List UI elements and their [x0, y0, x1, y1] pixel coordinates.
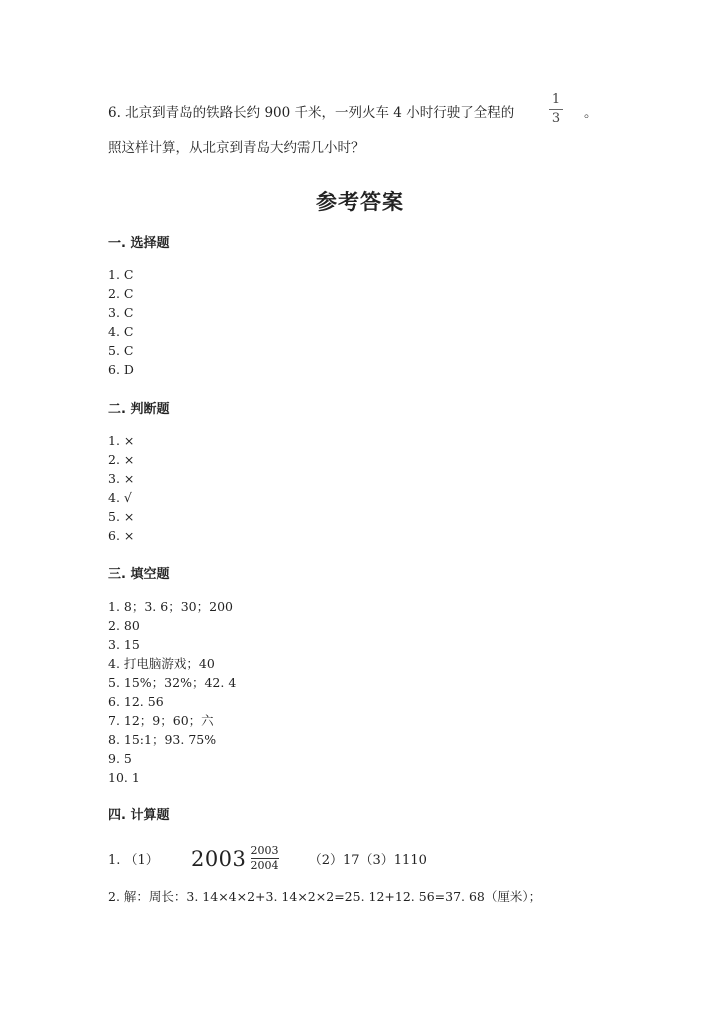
- list-item: 10. 1: [108, 770, 140, 785]
- list-item: 1. 8；3. 6；30；200: [108, 599, 233, 614]
- section-heading-choice: 一. 选择题: [108, 236, 170, 251]
- list-item: 2. ×: [108, 452, 135, 467]
- fraction-numerator: 1: [551, 92, 561, 107]
- fraction-one-third: [549, 93, 563, 126]
- list-item: 5. ×: [108, 509, 135, 524]
- judge-answer-list: [108, 431, 134, 545]
- list-item: 6. D: [108, 362, 134, 377]
- list-item: 6. 12. 56: [108, 694, 164, 709]
- section-heading-judge: 二. 判断题: [108, 402, 170, 417]
- choice-answer-list: [108, 265, 134, 379]
- list-item: 1. C: [108, 267, 134, 282]
- question-6-line-1: 6. 北京到青岛的铁路长约 900 千米，一列火车 4 小时行驶了全程的: [108, 105, 515, 121]
- list-item: 3. 15: [108, 637, 140, 652]
- fraction-denominator: 3: [551, 111, 561, 126]
- list-item: 9. 5: [108, 751, 132, 766]
- mixed-number-whole: 2003: [190, 846, 247, 871]
- list-item: 5. 15%；32%；42. 4: [108, 675, 237, 690]
- list-item: 5. C: [108, 343, 134, 358]
- calc-answer-1-suffix: （2）17（3）1110: [308, 853, 427, 868]
- list-item: 6. ×: [108, 528, 135, 543]
- section-heading-calc: 四. 计算题: [108, 808, 170, 823]
- calc-answer-2: 2. 解：周长：3. 14×4×2+3. 14×2×2=25. 12+12. 56=37. 68（厘米）；: [108, 889, 542, 904]
- list-item: 1. ×: [108, 433, 135, 448]
- list-item: 3. ×: [108, 471, 135, 486]
- list-item: 2. 80: [108, 618, 140, 633]
- list-item: 4. √: [108, 490, 132, 505]
- answer-title: 参考答案: [316, 190, 404, 214]
- fraction-bar: [549, 109, 563, 110]
- question-6-line-1-end: 。: [584, 105, 598, 121]
- calc-answer-1: [108, 845, 427, 879]
- list-item: 7. 12；9；60；六: [108, 713, 214, 728]
- list-item: 8. 15:1；93. 75%: [108, 732, 217, 747]
- mixed-number: [191, 845, 279, 872]
- list-item: 2. C: [108, 286, 134, 301]
- mixed-number-numerator: 2003: [250, 844, 279, 857]
- calc-answer-1-prefix: 1. （1）: [108, 853, 159, 868]
- mixed-number-fraction: [251, 845, 279, 872]
- list-item: 4. C: [108, 324, 134, 339]
- fill-answer-list: [108, 597, 236, 787]
- section-heading-fill: 三. 填空题: [108, 567, 170, 582]
- mixed-number-denominator: 2004: [250, 859, 279, 872]
- list-item: 3. C: [108, 305, 134, 320]
- list-item: 4. 打电脑游戏；40: [108, 656, 215, 671]
- question-6-line-2: 照这样计算，从北京到青岛大约需几小时？: [108, 140, 365, 156]
